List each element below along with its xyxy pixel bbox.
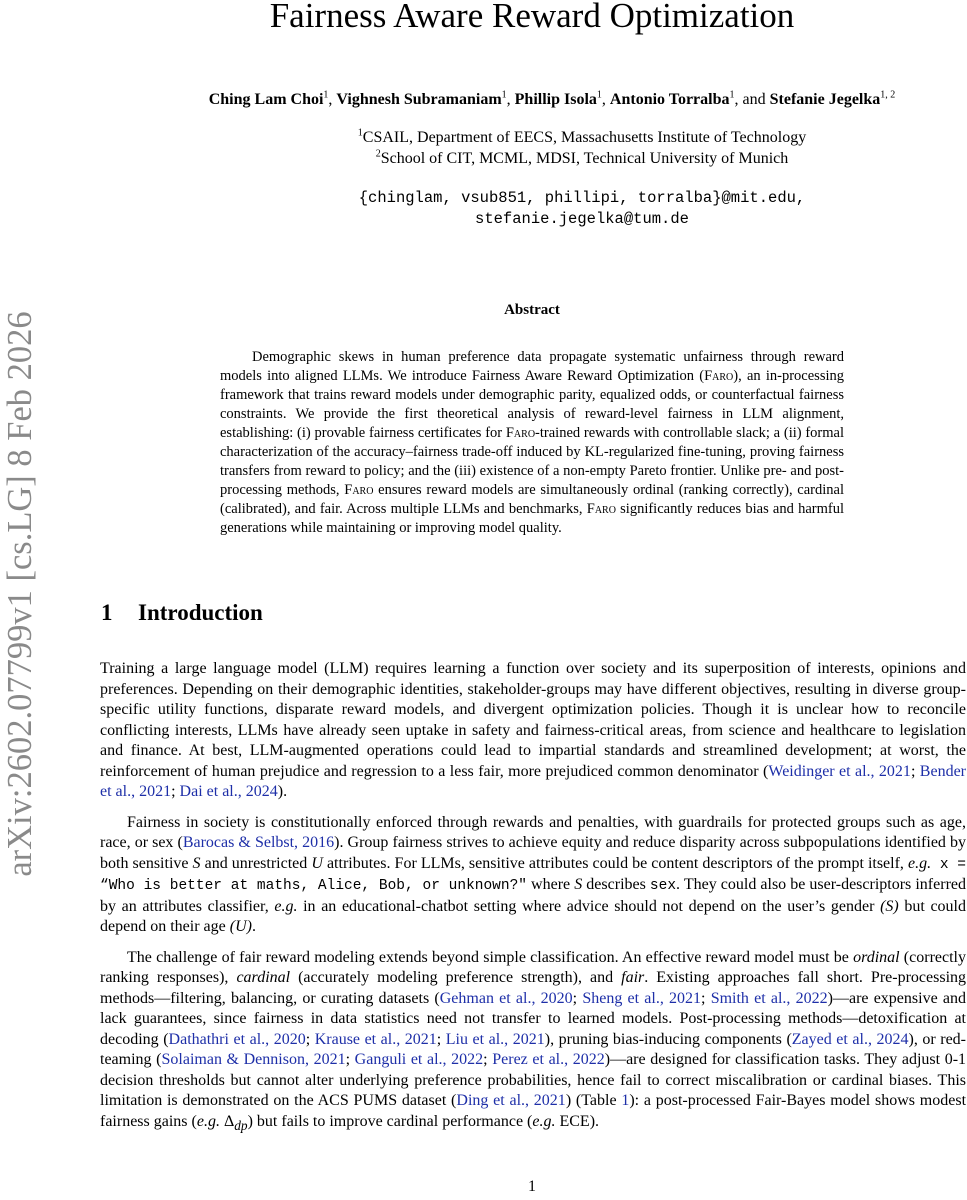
author-name: Antonio Torralba: [609, 91, 730, 108]
citation-link[interactable]: Barocas & Selbst, 2016: [182, 834, 335, 851]
author-name: Vighnesh Subramaniam: [336, 91, 502, 108]
citation-link[interactable]: Sheng et al., 2021: [582, 989, 702, 1007]
citation-link[interactable]: Weidinger et al., 2021: [768, 762, 911, 780]
citation-link[interactable]: Liu et al., 2021: [445, 1030, 545, 1048]
paragraph: Training a large language model (LLM) requires learning a function over society and its superposition of interests, opinions and preferences. Depending on their demographic identities, stakeholder-groups may have different objectives, resulting in diverse group-specific utility functions, disparate reward models, and divergent optimization policies. Though it is unclear how to reconcile conflicting interests, LLMs have already seen uptake in safety and fairness-critical areas, from science and healthcare to legislation and finance. At best, LLM-augmented operations could lead to impartial standards and streamlined development; at worst, the reinforcement of human prejudice and regression to a less fair, more prejudiced common denominator (Weidinger et al., 2021; Bender et al., 2021; Dai et al., 2024).: [100, 660, 966, 800]
citation-link[interactable]: Krause et al., 2021: [314, 1030, 437, 1048]
citation-link[interactable]: Smith et al., 2022: [710, 989, 828, 1007]
author-name: Ching Lam Choi: [208, 91, 324, 108]
email-line-2: stefanie.jegelka@tum.de: [475, 210, 689, 228]
email-line-1: {chinglam, vsub851, phillipi, torralba}@mit.edu,: [358, 189, 806, 207]
citation-link[interactable]: Gehman et al., 2020: [439, 989, 573, 1007]
section-number: 1: [101, 600, 113, 625]
table-reference-link[interactable]: 1: [621, 1092, 630, 1109]
abstract-body: Demographic skews in human preference data propagate systematic unfairness through reward models into aligned LLMs. We introduce Fairness Aware Reward Optimization (Faro), an in-processing framework that trains reward models under demographic parity, equalized odds, or counterfactual fairness constraints. We provide the first theoretical analysis of reward-level fairness in LLM alignment, establishing: (i) provable fairness certificates for Faro-trained rewards with controllable slack; a (ii) formal characterization of the accuracy–fairness trade-off induced by KL-regularized fine-tuning, proving fairness transfers from reward to policy; and the (iii) existence of a non-empty Pareto frontier. Unlike pre- and post-processing methods, Faro ensures reward models are simultaneously ordinal (ranking correctly), cardinal (calibrated), and fair. Across multiple LLMs and benchmarks, Faro significantly reduces bias and harmful generations while maintaining or improving model quality.: [220, 349, 845, 536]
author-list: Ching Lam Choi$^1$, Vighnesh Subramaniam$^1$, Phillip Isola$^1$, Antonio Torralba$^1$, and Stefanie Jegelka$^{1, 2}$: [208, 89, 896, 108]
citation-link[interactable]: Perez et al., 2022: [492, 1051, 605, 1068]
abstract-heading: Abstract: [504, 302, 560, 318]
citation-link[interactable]: Dai et al., 2024: [179, 783, 278, 800]
author-name: Stefanie Jegelka: [769, 91, 881, 108]
paragraph: The challenge of fair reward modeling extends beyond simple classification. An effective reward model must be ordinal (correctly ranking responses), cardinal (accurately modeling preference strength), and fair. Existing approaches fall short. Pre-processing methods—filtering, balancing, or curating datasets (Gehman et al., 2020; Sheng et al., 2021; Smith et al., 2022)—are expensive and lack guarantees, since fairness in data statistics need not transfer to learned models. Post-processing methods—detoxification at decoding (Dathathri et al., 2020; Krause et al., 2021; Liu et al., 2021), pruning bias-inducing components (Zayed et al., 2024), or red-teaming (Solaiman & Dennison, 2021; Ganguli et al., 2022; Perez et al., 2022)—are designed for classification tasks. They adjust 0-1 decision thresholds but cannot alter underlying preference probabilities, hence fail to correct miscalibration or cardinal biases. This limitation is demonstrated on the ACS PUMS dataset (Ding et al., 2021) (Table 1): a post-processed Fair-Bayes model shows modest fairness gains (e.g. $\Delta_{dp}$) but fails to improve cardinal performance (e.g. ECE).: [100, 948, 967, 1133]
page-number: 1: [528, 1178, 536, 1195]
citation-link[interactable]: Dathathri et al., 2020: [168, 1030, 306, 1048]
arxiv-identifier: arXiv:2602.07799v1 [cs.LG] 8 Feb 2026: [1, 311, 39, 877]
section-title: Introduction: [138, 600, 263, 625]
author-name: Phillip Isola: [514, 91, 597, 108]
affiliation-1: $^1$CSAIL, Department of EECS, Massachusetts Institute of Technology: [357, 127, 807, 146]
citation-link[interactable]: Bender et al., 2021: [100, 762, 966, 800]
introduction-body: [100, 659, 966, 1146]
affiliation-2: $^2$School of CIT, MCML, MDSI, Technical University of Munich: [375, 148, 789, 167]
citation-link[interactable]: Solaiman & Dennison, 2021: [161, 1051, 346, 1068]
citation-link[interactable]: Zayed et al., 2024: [791, 1030, 909, 1048]
paragraph: Fairness in society is constitutionally enforced through rewards and penalties, with guardrails for protected groups such as age, race, or sex (Barocas & Selbst, 2016). Group fairness strives to achieve equity and reduce disparity across subpopulations identified by both sensitive S and unrestricted U attributes. For LLMs, sensitive attributes could be content descriptors of the prompt itself, e.g. x = “Who is better at maths, Alice, Bob, or unknown?" where S describes sex. They could also be user-descriptors inferred by an attributes classifier, e.g. in an educational-chatbot setting where advice should not depend on the user’s gender (S) but could depend on their age (U).: [100, 813, 967, 935]
citation-link[interactable]: Ding et al., 2021: [456, 1092, 566, 1109]
paper-title: Fairness Aware Reward Optimization: [269, 0, 795, 35]
citation-link[interactable]: Ganguli et al., 2022: [354, 1051, 484, 1068]
